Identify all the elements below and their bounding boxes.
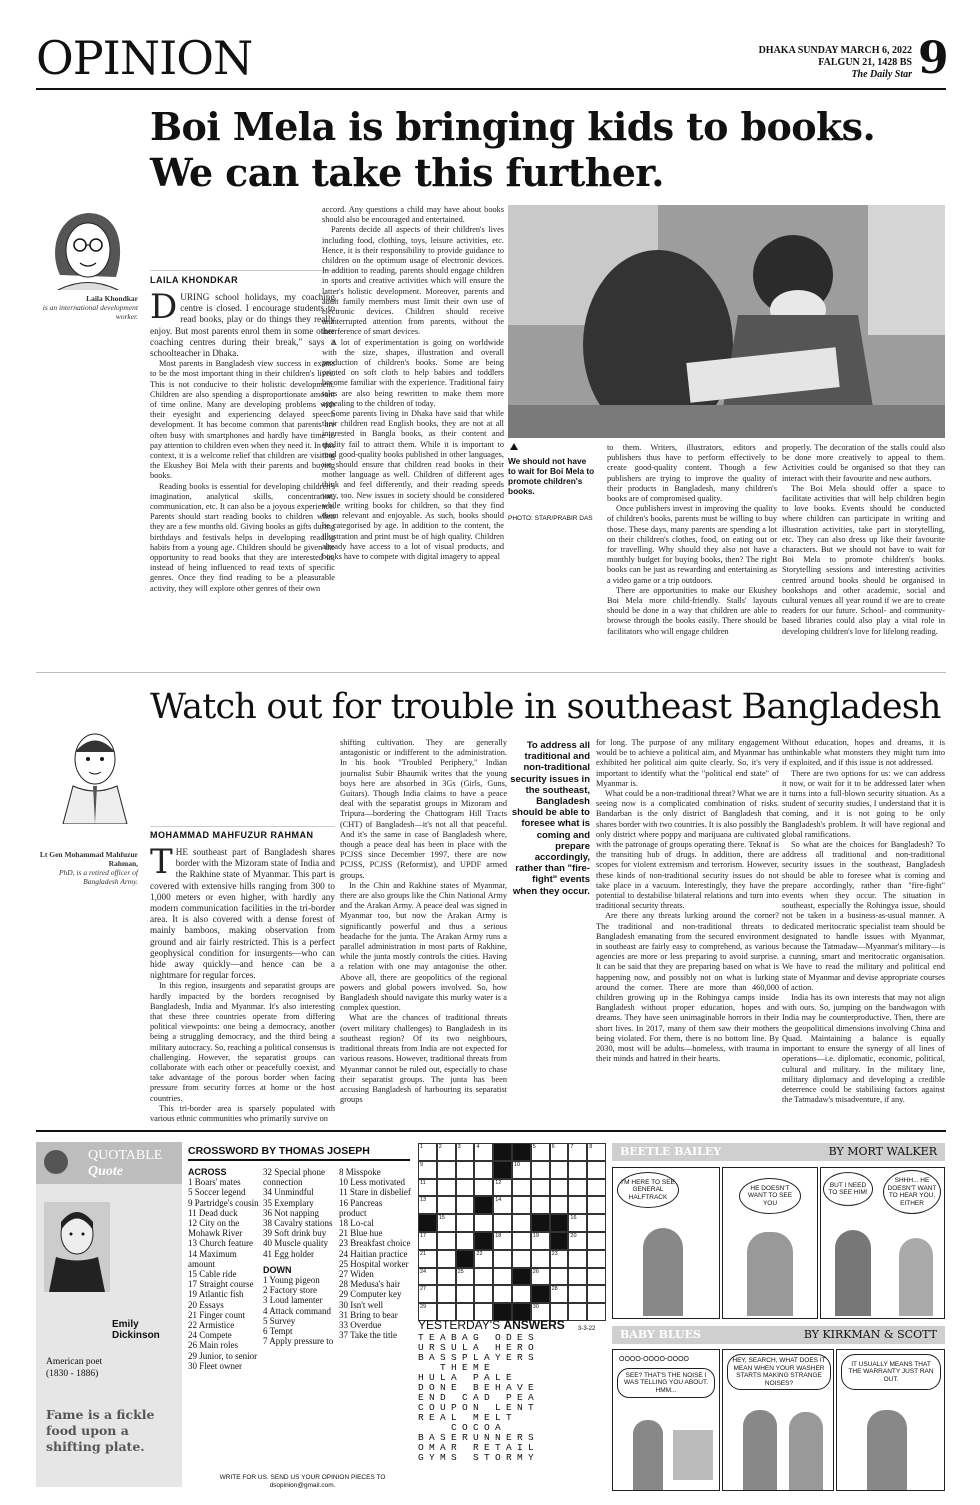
paragraph: properly. The decoration of the stalls could also be done more creatively to appeal to them. Activities could be organised so that they can interact with their favourite and new authors. — [782, 443, 945, 483]
answer-row: DONE BEHAVE — [418, 1382, 540, 1393]
paragraph: So what are the choices for Bangladesh? To address all traditional and non-traditional security issues in the southeast, Bangladesh should be able to foresee what is coming and prepare accordingly, rather than "fire-fight" events when they occur. The situation in southeast, especially the Rohingya issue, should not be taken in a business-as-usual manner. A dedicated meritocratic specialist team should be designated to handle issues with Myanmar, because the Tatmadaw—Myanmar's military—is a cunning, smart and meritocratic organisation. We have to read the military and political end state of Myanmar and devise appropriate courses of action. — [782, 840, 945, 992]
article1-lead: DURING school holidays, my coaching centre is closed. I encourage students to read books, play or do things they really enjoy. But most parents enrol them in some other coaching centres during their break," says a schoolteacher in Dhaka. — [150, 292, 335, 359]
author-sketch-mahfuzur — [55, 724, 135, 824]
grid-cell — [437, 1179, 456, 1197]
grid-cell — [550, 1179, 569, 1197]
grid-cell — [456, 1143, 475, 1161]
grid-cell — [568, 1285, 587, 1303]
grid-number: 8 — [589, 1144, 593, 1150]
across-clue: 14 Maximum amount — [188, 1248, 237, 1269]
grid-cell — [418, 1268, 437, 1286]
grid-cell — [550, 1250, 569, 1268]
page-number: 9 — [918, 33, 949, 84]
grid-cell-black — [474, 1196, 493, 1214]
across-clue: 29 Junior, to senior — [188, 1350, 258, 1361]
grid-cell — [512, 1196, 531, 1214]
grid-cell-black — [550, 1232, 569, 1250]
down-clue: 11 Stare in disbelief — [339, 1187, 411, 1198]
paragraph: Most parents in Bangladesh view success in exams to be the most important thing in their children's lives. This is not conducive to their holistic development. Children are also spending a disproportionate amount of time online. Many are developing problems with their eyesight and experiencing delayed speech development. It has become common that parents are often busy with smartphones and hardly have time to pay attention to children even when they need it. In this context, it is a welcome relief that children are visiting the Ekushey Boi Mela with their parents and buying books. — [150, 359, 335, 481]
across-clue: 41 Egg holder — [263, 1248, 314, 1259]
grid-cell — [568, 1179, 587, 1197]
comic-title: BABY BLUES — [620, 1328, 701, 1341]
answer-row: OMAR RETAIL — [418, 1442, 540, 1453]
author-name: Lt Gen Mohammad Mahfuzur Rahman, — [39, 850, 138, 868]
grid-cell — [493, 1250, 512, 1268]
grid-cell-black — [493, 1143, 512, 1161]
article1-column-3 — [607, 443, 777, 667]
answer-row: THEME — [418, 1362, 540, 1373]
sound-effect: OOOO-OOOO-OOOO — [619, 1356, 689, 1363]
across-clue: 38 Cavalry stations — [263, 1218, 333, 1229]
dateline: DHAKA SUNDAY MARCH 6, 2022 — [758, 45, 912, 56]
grid-number: 30 — [532, 1304, 539, 1311]
grid-number: 25 — [457, 1268, 464, 1275]
speech-bubble: IT USUALLY MEANS THAT THE WARRANTY JUST RAN OUT. — [841, 1354, 941, 1390]
grid-cell — [437, 1268, 456, 1286]
baby-blues-panel-2 — [722, 1349, 834, 1491]
grid-cell-black — [418, 1214, 437, 1232]
headline-line-2: We can take this further. — [150, 150, 664, 195]
answer-row: COUPON LENT — [418, 1402, 540, 1413]
grid-cell — [512, 1285, 531, 1303]
grid-cell — [587, 1285, 606, 1303]
crossword-title: CROSSWORD BY THOMAS JOSEPH — [188, 1145, 410, 1161]
grid-number: 13 — [420, 1197, 427, 1204]
answers-title: YESTERDAY'S ANSWERS — [418, 1318, 565, 1332]
article2-lead: THE southeast part of Bangladesh shares border with the Mizoram state of India and the Rakhine state of Myanmar. This part is covered with extensive hills ranging from 300 to 1,000 meters or even higher, with hardly any modern communication facilities in the tri-border area. It is also covered with a dense forest of mainly bamboos, making observation from ground and air fairly restricted. This is a perfect geophysical condition for insurgents—who can hide away quickly—and hence can be a nightmare for regular forces. — [150, 847, 335, 981]
quotable-title: QUOTABLE — [88, 1148, 163, 1163]
across-clue: 21 Finger count — [188, 1309, 245, 1320]
grid-cell — [531, 1250, 550, 1268]
paragraph: shifting cultivation. They are generally antagonistic or indifferent to the administration. In his book "Troubled Periphery," Indian journalist Subir Bhaumik writes that the young boys here are absorbed in 3Gs (Girls, Guns, Guitars). Though India claims to have a peace deal with the separatist groups in Mizoram and Tripura—bordering the Chattogram Hill Tracts (CHT) of Bangladesh—it's not all that peaceful. And it's the same in case of Bangladesh where, though a peace deal has been in place with the PCJSS since December 1997, there are now PCJSS, PCJSS (Reformist), and UPDF armed groups. — [340, 738, 507, 880]
comic-author: BY MORT WALKER — [828, 1145, 937, 1158]
grid-cell — [474, 1143, 493, 1161]
paragraph: In this region, insurgents and separatist groups are hardly impacted by the borders recognised by Bangladesh, India and Myanmar. It's also interesting that these three countries operate from differing political viewpoints: one being a democracy, another being a struggling democracy, and the third being a military autocracy. So, reaching a political consensus is challenging. However, the separatist groups can collaborate with each other or peacefully coexist, and take advantage of the porous border when facing pressure from security forces at home or the host countries. — [150, 981, 335, 1103]
photo-scene — [508, 205, 945, 438]
grid-cell — [531, 1196, 550, 1214]
grid-cell — [568, 1232, 587, 1250]
paragraph: What are the chances of traditional threats (overt military challenges) to Bangladesh in its southeast region? Of its two neighbours, traditional threats from India are not expected for various reasons. However, traditional threats from Myanmar cannot be ruled out, especially to chase their separatist groups. The junta has been accusing Bangladesh of harbouring its separatist groups — [340, 1013, 507, 1105]
grid-cell — [493, 1214, 512, 1232]
grid-cell — [418, 1179, 437, 1197]
grid-cell — [418, 1161, 437, 1179]
quote-person-description: American poet — [46, 1357, 103, 1367]
speech-bubble: BUT I NEED TO SEE HIM! — [823, 1172, 873, 1206]
grid-number: 10 — [514, 1161, 521, 1168]
down-clue-list — [263, 1275, 335, 1346]
crossword-clues-c — [339, 1167, 411, 1482]
grid-cell — [418, 1196, 437, 1214]
grid-cell — [587, 1143, 606, 1161]
down-clue: 7 Apply pressure to — [263, 1336, 334, 1347]
grid-cell — [587, 1161, 606, 1179]
grid-cell — [550, 1161, 569, 1179]
paragraph: The Boi Mela should offer a space to facilitate activities that will help children begin to love books. Events should be conducted where children can participate in writing and illustration activities, take part in storytelling, etc. They can also dress up like their favourite characters. But we should not have to wait for Boi Mela to promote children's books. Storytelling sessions and interesting activities centred around books should be organised in bookshops and other academic, social and cultural venues all year round if we are to create readers for our future. School- and community-based libraries could also play a vital role in developing children's love for lifelong reading. — [782, 483, 945, 636]
grid-cell — [587, 1303, 606, 1321]
crossword-clues-a — [188, 1167, 260, 1482]
down-clue: 4 Attack command — [263, 1305, 331, 1316]
answer-row: COCOA — [418, 1422, 540, 1433]
drop-cap: T — [150, 847, 173, 882]
headline-line-1: Boi Mela is bringing kids to books. — [150, 104, 876, 149]
across-clue: 40 Muscle quality — [263, 1238, 328, 1249]
grid-cell — [493, 1268, 512, 1286]
grid-cell-black — [512, 1143, 531, 1161]
article1-column-2 — [322, 205, 504, 667]
grid-cell — [493, 1285, 512, 1303]
grid-number: 4 — [476, 1144, 480, 1150]
speech-bubble: HEY, SEARCH, WHAT DOES IT MEAN WHEN YOUR WASHER STARTS MAKING STRANGE NOISES? — [727, 1354, 831, 1390]
crossword-grid — [418, 1143, 607, 1324]
paragraph: to them. Writers, illustrators, editors and publishers thus have to perform effectively to create good-quality content. Though a few publishers are trying to improve the quality of their products in Bangladesh, many children's books are of compromised quality. — [607, 443, 777, 504]
article1-photo — [508, 205, 945, 438]
grid-cell — [512, 1250, 531, 1268]
grid-number: 11 — [420, 1179, 426, 1186]
across-clue: 9 Partridge's cousin — [188, 1197, 259, 1208]
down-clue: 31 Bring to bear — [339, 1309, 398, 1320]
grid-cell — [512, 1214, 531, 1232]
grid-cell — [587, 1214, 606, 1232]
paragraph: accord. Any questions a child may have about books should also be encouraged and entertained. — [322, 205, 504, 225]
grid-cell — [456, 1285, 475, 1303]
grid-cell — [418, 1285, 437, 1303]
grid-cell — [587, 1232, 606, 1250]
grid-cell — [437, 1285, 456, 1303]
speech-bubble: SHHH... HE DOESN'T WANT TO HEAR YOU, EITHER — [883, 1170, 941, 1214]
grid-cell-black — [493, 1161, 512, 1179]
grid-cell — [550, 1143, 569, 1161]
grid-cell — [531, 1232, 550, 1250]
article2-author-caption — [38, 850, 138, 886]
baby-blues-header — [612, 1326, 945, 1344]
grid-cell-black — [531, 1285, 550, 1303]
grid-cell — [568, 1161, 587, 1179]
grid-number: 3 — [457, 1144, 461, 1150]
paragraph: Once publishers invest in improving the quality of children's books, parents must be willing to buy those. These days, many parents are spending a lot on their children's clothes, food, on eating out or for travelling. Why should they also not have a monthly budget for buying books, then? The right books can be just as rewarding and entertaining as a video game or a trip outdoors. — [607, 504, 777, 585]
article2-byline: MOHAMMAD MAHFUZUR RAHMAN — [150, 830, 314, 840]
bangla-date: FALGUN 21, 1428 BS — [818, 57, 912, 68]
paragraph: A lot of experimentation is going on worldwide with the size, shapes, illustration and overall production of children's books. Some are being printed on soft cloth to help babies and toddlers become familiar with the experience. Traditional fairy tales are also being rewritten to make them more appealing to the children of today. — [322, 337, 504, 408]
crossword-footer: WRITE FOR US. SEND US YOUR OPINION PIECES TO dsopinion@gmail.com. — [219, 1474, 386, 1489]
grid-cell — [587, 1250, 606, 1268]
grid-cell — [531, 1268, 550, 1286]
article2-headline: Watch out for trouble in southeast Bangladesh — [150, 687, 941, 727]
baby-blues-panel-3 — [836, 1349, 945, 1491]
beetle-panel-1 — [612, 1167, 720, 1319]
grid-cell — [474, 1285, 493, 1303]
grid-number: 27 — [420, 1286, 427, 1293]
answer-row: END CAD PEA — [418, 1392, 540, 1403]
down-clue: 30 Isn't well — [339, 1299, 384, 1310]
author-sketch-laila — [38, 205, 138, 290]
quote-icon — [44, 1150, 68, 1174]
across-clue: 11 Dead duck — [188, 1207, 238, 1218]
article1-column-4 — [782, 443, 945, 667]
answer-row: REAL MELT — [418, 1412, 540, 1423]
grid-cell — [568, 1214, 587, 1232]
grid-cell — [587, 1268, 606, 1286]
across-clue: 24 Compete — [188, 1330, 232, 1341]
down-clue: 3 Loud lamenter — [263, 1295, 323, 1306]
article1-author-caption — [38, 294, 138, 321]
article2-column-4 — [782, 738, 945, 1123]
beetle-panel-3 — [820, 1167, 945, 1319]
down-clue: 16 Pancreas product — [339, 1197, 383, 1218]
answer-row: BASERUNNERS — [418, 1432, 540, 1443]
grid-cell — [456, 1232, 475, 1250]
grid-cell — [474, 1161, 493, 1179]
across-clue: 12 City on the Mohawk River — [188, 1218, 243, 1239]
drop-cap: D — [150, 292, 178, 327]
across-clue: 26 Main roles — [188, 1340, 238, 1351]
photo-caption: We should not have to wait for Boi Mela to promote children's books. — [508, 456, 595, 496]
down-clue: 23 Breakfast choice — [339, 1238, 411, 1249]
answer-row: GYMS STORMY — [418, 1452, 540, 1463]
author-role: PhD, is a retired officer of Bangladesh Army. — [58, 868, 138, 886]
speech-bubble: SEE? THAT'S THE NOISE I WAS TELLING YOU ABOUT. HMM... — [617, 1368, 715, 1398]
grid-number: 9 — [420, 1161, 424, 1168]
author-role: is an international development worker. — [42, 303, 138, 321]
grid-cell — [437, 1232, 456, 1250]
down-clue: 1 Young pigeon — [263, 1275, 320, 1286]
paragraph: There are opportunities to make our Ekushey Boi Mela more child-friendly. Stalls' layouts should be done in a way that children are able to browse through the books easily. There should be facilitators who will engage children — [607, 585, 777, 636]
comic-author: BY KIRKMAN & SCOTT — [803, 1328, 937, 1341]
grid-cell — [531, 1179, 550, 1197]
answers-grid — [418, 1333, 607, 1463]
grid-cell — [531, 1161, 550, 1179]
grid-cell — [568, 1303, 587, 1321]
grid-number: 22 — [476, 1250, 483, 1257]
grid-number: 16 — [570, 1215, 577, 1222]
down-clue-list — [339, 1167, 411, 1340]
answer-row: TEABAG ODES — [418, 1332, 540, 1343]
across-clue: 13 Church feature — [188, 1238, 253, 1249]
paragraph: What could be a non-traditional threat? What we are seeing now is a complicated combination of risks. Bandarban is the only district of Bangladesh that shares border with two countries. It is also possibly the only district where poppy and marijuana are cultivated with the patronage of groups operating there. Teknaf is the transiting hub of drugs. In addition, there are scopes for violent extremism and terrorism. However, these kinds of non-traditional security issues do not take place in a vacuum. Interestingly, they have the potential to destabilise bilateral relations and turn into traditional security threats. — [596, 789, 779, 911]
across-clue: 19 Atlantic fish — [188, 1289, 244, 1300]
grid-number: 28 — [551, 1286, 558, 1293]
down-clue: 8 Misspoke — [339, 1167, 381, 1177]
down-clue: 25 Hospital worker — [339, 1258, 409, 1269]
paper-name: The Daily Star — [851, 69, 912, 80]
quote-person-years: (1830 - 1886) — [46, 1369, 99, 1379]
author-name: Laila Khondkar — [86, 294, 138, 303]
comic-title: BEETLE BAILEY — [620, 1145, 722, 1158]
pullquote: To address all traditional and non-traditional security issues in the southeast, Bangladesh should be able to foresee what is coming and prepare accordingly, rather than "fire-fight" events when they occur. — [510, 740, 590, 897]
across-clue-list — [263, 1167, 335, 1259]
grid-cell — [550, 1268, 569, 1286]
grid-cell — [474, 1214, 493, 1232]
grid-cell — [568, 1196, 587, 1214]
paragraph: This tri-border area is sparsely populated with various ethnic communities who primarily survive on — [150, 1103, 335, 1123]
grid-number: 2 — [438, 1144, 442, 1150]
grid-cell-black — [456, 1250, 475, 1268]
article1-column-1 — [150, 292, 335, 667]
grid-cell — [456, 1214, 475, 1232]
down-clue: 24 Haitian practice — [339, 1248, 408, 1259]
grid-cell — [456, 1268, 475, 1286]
quotable-header — [36, 1142, 182, 1184]
grid-number: 23 — [551, 1250, 558, 1257]
grid-cell — [493, 1196, 512, 1214]
grid-number: 18 — [495, 1233, 502, 1239]
speech-bubble: HE DOESN'T WANT TO SEE YOU — [739, 1178, 801, 1214]
grid-number: 6 — [551, 1144, 555, 1150]
grid-number: 12 — [495, 1179, 502, 1186]
down-clue: 37 Take the title — [339, 1330, 397, 1341]
grid-cell — [493, 1232, 512, 1250]
grid-cell — [493, 1179, 512, 1197]
grid-cell — [418, 1232, 437, 1250]
grid-cell-black — [531, 1214, 550, 1232]
grid-cell — [418, 1250, 437, 1268]
quotable-subtitle: Quote — [88, 1164, 123, 1179]
across-clue: 17 Straight course — [188, 1279, 254, 1290]
grid-cell — [437, 1161, 456, 1179]
grid-cell-black — [550, 1214, 569, 1232]
grid-number: 24 — [420, 1268, 427, 1275]
speech-bubble: I'M HERE TO SEE GENERAL HALFTRACK — [617, 1172, 679, 1208]
grid-number: 1 — [420, 1144, 424, 1150]
beetle-bailey-header — [612, 1143, 945, 1161]
grid-number: 5 — [532, 1144, 536, 1150]
answer-row: URSULA HERO — [418, 1342, 540, 1353]
down-clue: 28 Medusa's hair — [339, 1279, 401, 1290]
paragraph: for long. The purpose of any military engagement would be to achieve a political aim, and Myanmar has exhibited her political aim quite clearly. So, it's very important to identify what the "political end state" of Myanmar is. — [596, 738, 779, 788]
answer-row: HULA PALE — [418, 1372, 540, 1383]
across-clue-list — [188, 1177, 260, 1371]
across-clue: 35 Exemplary — [263, 1197, 314, 1208]
across-clue: 20 Essays — [188, 1299, 224, 1310]
answer-row: BASSPLAYERS — [418, 1352, 540, 1363]
across-clue: 39 Soft drink buy — [263, 1228, 327, 1239]
article2-column-2 — [340, 738, 507, 1123]
down-clue: 18 Lo-cal — [339, 1218, 374, 1229]
across-clue: 34 Unmindful — [263, 1187, 314, 1198]
paragraph: Some parents living in Dhaka have said that while their children read English books, they are not at all interested in Bangla books, as their content and quality fail to attract them. While it is important to read good-quality books published in other languages, we should ensure that children read books in their mother language as well. Children of different ages think and feel differently, and their reading speeds vary, too. New issues in society should be considered while writing books for children, so that they find them relevant and enjoyable. As such, books should be categorised by age. In addition to the content, the illustration and print must be of high quality. Children already have access to a lot of visual products, and books have to compete with digital imagery to appeal — [322, 409, 504, 561]
grid-cell — [456, 1179, 475, 1197]
section-title: OPINION — [36, 31, 253, 85]
grid-cell — [437, 1196, 456, 1214]
grid-cell-black — [474, 1232, 493, 1250]
baby-blues-panel-1 — [612, 1349, 720, 1491]
quote-person-last: Dickinson — [112, 1330, 160, 1341]
quotable-box — [36, 1142, 182, 1487]
grid-number: 26 — [532, 1268, 539, 1275]
grid-cell — [437, 1143, 456, 1161]
down-clue: 6 Tempt — [263, 1326, 293, 1337]
grid-number: 21 — [420, 1250, 427, 1257]
article1-headline — [150, 104, 950, 196]
paragraph: Without education, hopes and dreams, it is unthinkable what monsters they might turn into if exploited, and if this issue is not addressed. — [782, 738, 945, 768]
grid-cell — [474, 1250, 493, 1268]
grid-cell — [456, 1161, 475, 1179]
grid-number: 29 — [420, 1304, 427, 1311]
grid-number: 14 — [495, 1197, 502, 1204]
paragraph: Parents decide all aspects of their children's lives including food, clothing, toys, leisure activities, etc. Hence, it is their responsibility to provide guidance to children on the optimum usage of electronic devices. In addition to reading, parents should engage children in sports and creative activities which will ensure the latter's holistic development. Moreover, parents and adult family members must limit their own use of electronic devices. Children should receive uninterrupted attention from parents, without the interference of smart devices. — [322, 225, 504, 337]
down-clue: 2 Factory store — [263, 1285, 317, 1296]
paragraph: There are two options for us: we can address it now, or wait for it to be addressed later when it turns into a full-blown security situation. As a student of security studies, I understand that it is coming, and it is not going to be only Bangladesh's problem. It will have regional and global ramifications. — [782, 768, 945, 839]
down-clue: 27 Widen — [339, 1269, 374, 1280]
across-clue: 36 Not napping — [263, 1207, 319, 1218]
grid-cell — [456, 1196, 475, 1214]
across-clue: 30 Fleet owner — [188, 1360, 242, 1371]
masthead — [0, 0, 980, 100]
grid-cell — [587, 1196, 606, 1214]
down-label: DOWN — [263, 1264, 292, 1275]
grid-cell — [437, 1250, 456, 1268]
grid-cell — [568, 1250, 587, 1268]
crossword-date-code: 3-3-22 — [578, 1326, 596, 1332]
down-clue: 21 Blue hue — [339, 1228, 383, 1239]
grid-cell — [512, 1232, 531, 1250]
portrait-dickinson — [44, 1202, 110, 1292]
across-label: ACROSS — [188, 1167, 227, 1177]
grid-cell — [531, 1143, 550, 1161]
grid-cell — [437, 1214, 456, 1232]
across-clue: 5 Soccer legend — [188, 1187, 246, 1198]
grid-cell — [568, 1268, 587, 1286]
grid-cell — [550, 1196, 569, 1214]
grid-cell — [474, 1268, 493, 1286]
article2-column-3 — [596, 738, 779, 1123]
grid-cell — [512, 1161, 531, 1179]
down-clue: 29 Computer key — [339, 1289, 402, 1300]
grid-cell — [474, 1179, 493, 1197]
crossword-clues-b — [263, 1167, 335, 1482]
grid-cell — [568, 1143, 587, 1161]
grid-number: 17 — [420, 1233, 427, 1239]
across-clue: 32 Special phone connection — [263, 1167, 325, 1188]
article1-byline: LAILA KHONDKAR — [150, 275, 239, 285]
grid-cell — [550, 1285, 569, 1303]
photo-caption-marker — [510, 443, 518, 450]
quote-person-first: Emily — [112, 1319, 139, 1330]
grid-number: 19 — [532, 1233, 539, 1239]
down-clue: 5 Survey — [263, 1315, 296, 1326]
photo-credit: PHOTO: STAR/PRABIR DAS — [508, 515, 593, 522]
quote-text: Fame is a fickle food upon a shifting plate. — [46, 1407, 155, 1454]
across-clue: 22 Armistice — [188, 1320, 235, 1331]
down-clue: 33 Overdue — [339, 1320, 382, 1331]
down-clue: 10 Less motivated — [339, 1177, 405, 1188]
grid-number: 7 — [570, 1144, 574, 1150]
paragraph: In the Chin and Rakhine states of Myanmar, there are also groups like the Chin National Army and the Arakan Army. A peace deal was signed in Myanmar too, but now the Arakan Army is significantly powerful and thus a serious headache for the junta. The Arakan Army runs a parallel administration in most parts of Rakhine, while the junta mostly controls the cities. Having a relation with one may antagonise the other. Above all, there are geopolitics of the regional powers and global powers involved. So, how Bangladesh should navigate this murky water is a complex question. — [340, 880, 507, 1013]
paragraph: Are there any threats lurking around the corner? The traditional and non-traditional threats to Bangladesh emanating from the secured environment in southeast are fairly easy to comprehend, as various agencies are more or less preparing to avoid surprise. It can be said that they are preparing based on what is happening now, and possibly not on what is lurking around the corner. There are more than 460,000 children growing up in the Rohingya camps inside Bangladesh without proper education, hopes and dreams. They have seen unimaginable horrors in their short lives. In 2017, many of them saw their mothers being violated. For them, there is no bottom line. By 2030, most will be adults—homeless, with trauma in their minds and hatred in their hearts. — [596, 911, 779, 1064]
grid-cell — [587, 1179, 606, 1197]
across-clue: 1 Boars' mates — [188, 1177, 241, 1188]
article2-column-1 — [150, 847, 335, 1123]
paragraph: Reading books is essential for developing children's imagination, analytical skills, concentration, communication, etc. It can also be a joyous experience. Parents should start reading books to children when they are a few months old. Giving books as gifts during birthdays and festivals helps in developing reading habits from a young age. Children should be given the opportunity to read books that they are interested in, instead of being influenced to read texts of specific genres. Once they find reading to be a pleasurable activity, they will explore other genres of their own — [150, 481, 335, 593]
grid-cell — [512, 1179, 531, 1197]
across-clue: 15 Cable ride — [188, 1269, 237, 1280]
grid-number: 20 — [570, 1233, 577, 1239]
grid-cell — [418, 1143, 437, 1161]
paragraph: India has its own interests that may not align with ours. So, jumping on the bandwagon with India may be counterproductive. Then, there are the geopolitical dimensions involving China and Quad. Maintaining a balance is equally important to ensure the synergy of all lines of operations—i.e. diplomatic, economic, political, cultural and military. In the military line, military diplomacy and developing a credible deterrence could be stabilising factors against the Tatmadaw's misadventure, if any. — [782, 993, 945, 1105]
grid-cell-black — [512, 1268, 531, 1286]
grid-number: 15 — [438, 1215, 445, 1222]
beetle-panel-2 — [722, 1167, 818, 1319]
